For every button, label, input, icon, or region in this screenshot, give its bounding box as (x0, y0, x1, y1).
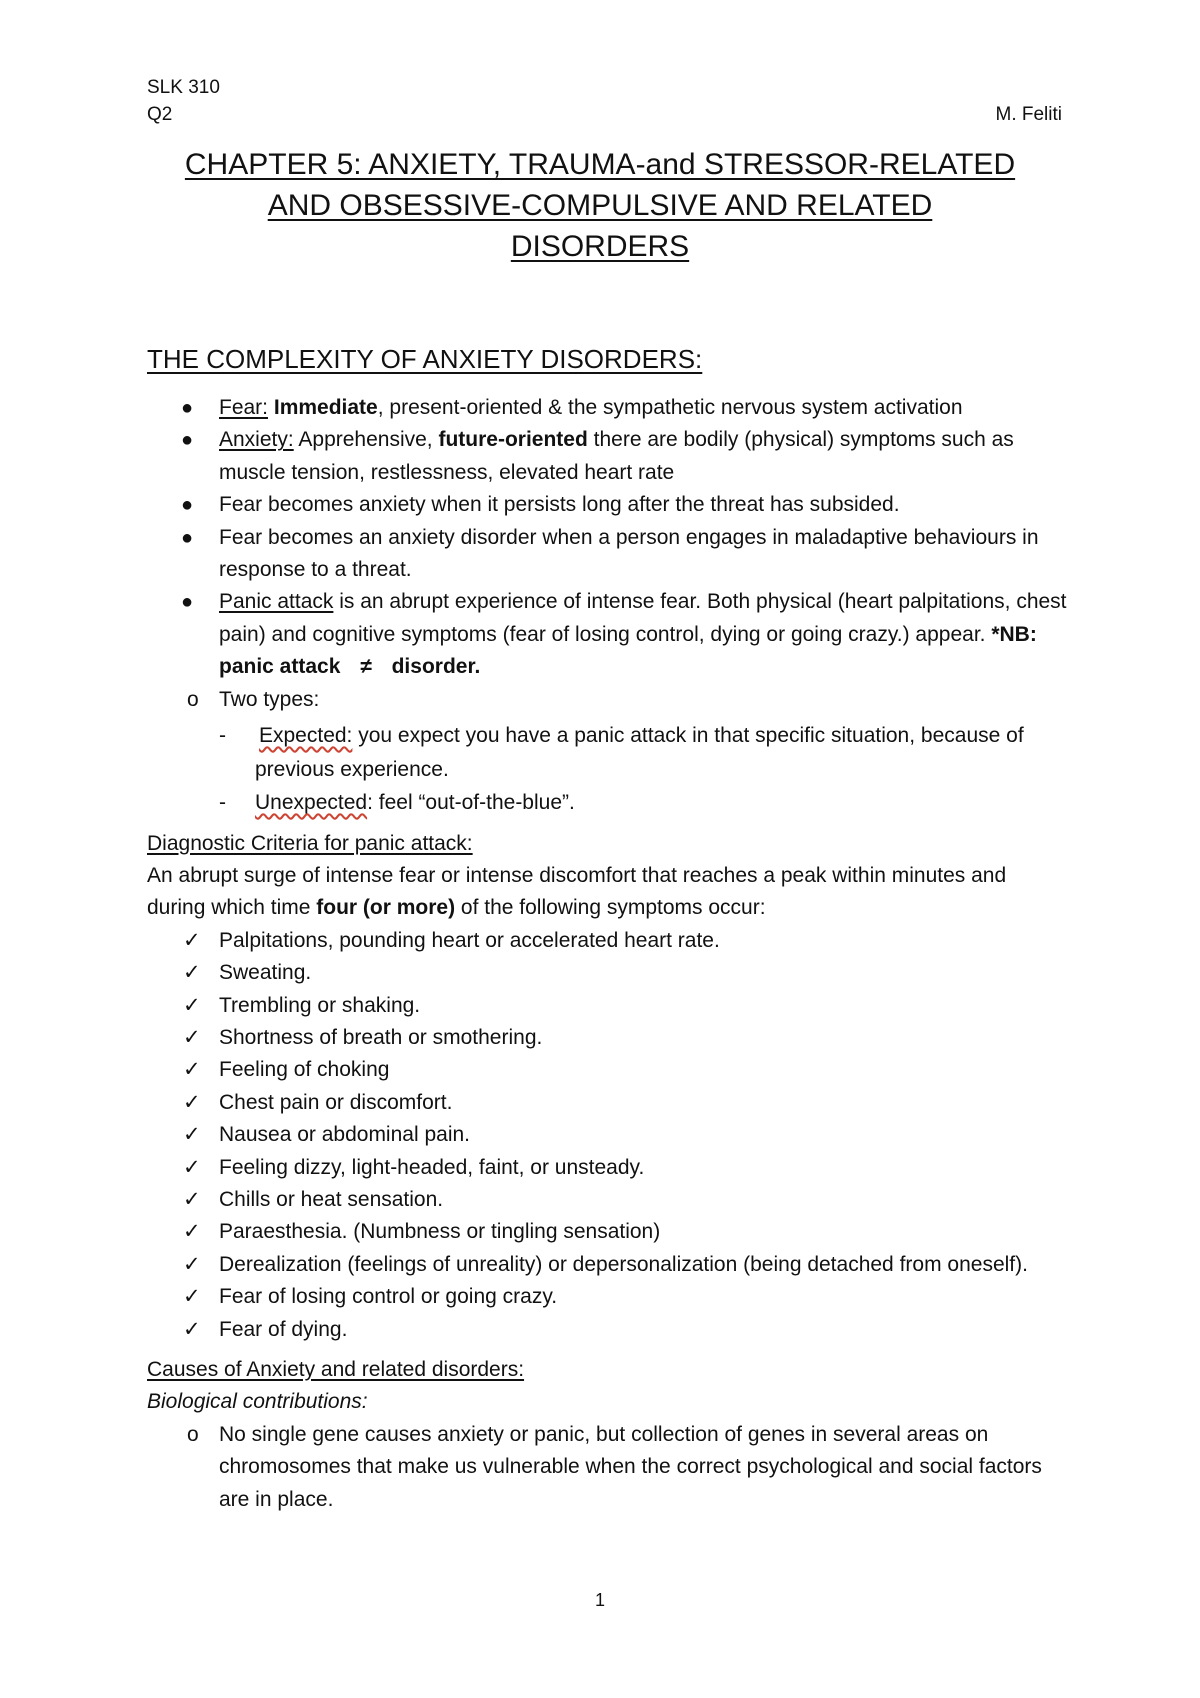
fear-bold: Immediate (273, 396, 378, 419)
author-name: M. Feliti (995, 104, 1062, 125)
chapter-title (140, 144, 1060, 267)
checklist-item-text: Derealization (feelings of unreality) or depersonalization (being detached from oneself). (219, 1252, 1028, 1276)
checklist-item-text: Palpitations, pounding heart or accelerated heart rate. (219, 928, 720, 952)
biological-subheading: Biological contributions: (147, 1390, 368, 1414)
circle-bullet-icon: o (187, 1422, 199, 1446)
title-line-3: DISORDERS (510, 230, 690, 263)
checklist-item (147, 1087, 1067, 1119)
sub-list (147, 684, 1067, 716)
anxiety-bold: future-oriented (438, 428, 588, 452)
checklist-item-text: Chills or heat sensation. (219, 1188, 444, 1212)
checkmark-icon: ✓ (183, 928, 201, 952)
checklist-item-text: Trembling or shaking. (219, 993, 421, 1017)
criteria-intro (147, 860, 1067, 925)
fear-text: , present-oriented & the sympathetic nervous system activation (377, 396, 963, 419)
list-item (147, 586, 1067, 683)
checklist-item (147, 1054, 1067, 1086)
bullet-icon: ● (181, 526, 194, 549)
list-item-text: No single gene causes anxiety or panic, but collection of genes in several areas on chromosomes that make us vulnerable when the correct psychological and social factors are in place. (219, 1422, 1042, 1511)
anxiety-label: Anxiety: (219, 428, 294, 452)
list-item (147, 424, 1067, 489)
list-item (147, 522, 1067, 587)
fear-label: Fear: (219, 396, 269, 419)
bullet-icon: ● (181, 494, 194, 517)
list-item-text: Fear becomes anxiety when it persists long after the threat has subsided. (219, 493, 900, 517)
unexpected-label: Unexpected (255, 791, 368, 815)
bullet-icon: ● (181, 429, 194, 452)
checkmark-icon: ✓ (183, 1317, 201, 1341)
term-label: Q2 (147, 104, 173, 125)
criteria-intro-bold: four (or more) (316, 896, 456, 920)
list-item (147, 786, 1067, 820)
checkmark-icon: ✓ (183, 993, 201, 1017)
checklist-item (147, 1152, 1067, 1184)
criteria-intro-text: An abrupt surge of intense fear or intense discomfort that reaches a peak within minutes and during which time (147, 863, 1007, 920)
checklist-item-text: Chest pain or discomfort. (219, 1090, 453, 1114)
panic-attack-text: is an abrupt experience of intense fear. Both physical (heart palpitations, chest pain) and cognitive symptoms (fear of losing control, dying or going crazy.) appear. (219, 590, 1067, 646)
checklist-item-text: Feeling dizzy, light-headed, faint, or unsteady. (219, 1155, 645, 1179)
checklist-item (147, 1314, 1067, 1346)
page-number: 1 (594, 1590, 605, 1610)
dash-icon: - (219, 724, 226, 748)
criteria-intro-end: of the following symptoms occur: (455, 896, 766, 920)
checkmark-icon: ✓ (183, 1188, 201, 1212)
list-item (147, 1419, 1067, 1516)
checklist-item-text: Fear of losing control or going crazy. (219, 1285, 558, 1309)
checkmark-icon: ✓ (183, 961, 201, 985)
checklist-item (147, 1184, 1067, 1216)
course-code: SLK 310 (147, 77, 220, 98)
checklist-item (147, 990, 1067, 1022)
title-line-2: AND OBSESSIVE-COMPULSIVE AND RELATED (267, 189, 933, 222)
list-item-text: Fear becomes an anxiety disorder when a person engages in maladaptive behaviours in response to a threat. (219, 525, 1039, 582)
bullet-icon: ● (181, 397, 194, 419)
checklist-item (147, 1119, 1067, 1151)
checklist-item (147, 1022, 1067, 1054)
expected-text: you expect you have a panic attack in that specific situation, because of previous experience. (255, 724, 1024, 781)
nb-note: *NB: panic attack (219, 622, 1037, 679)
list-item (147, 392, 1067, 424)
causes-heading: Causes of Anxiety and related disorders: (147, 1358, 525, 1382)
bullet-icon: ● (181, 591, 194, 614)
list-item (147, 684, 1067, 716)
checkmark-icon: ✓ (183, 1155, 201, 1179)
checklist-item-text: Nausea or abdominal pain. (219, 1123, 470, 1147)
checkmark-icon: ✓ (183, 1058, 201, 1082)
checkmark-icon: ✓ (183, 1026, 201, 1049)
dash-list (147, 719, 1067, 820)
checklist-item-text: Sweating. (219, 961, 312, 985)
anxiety-pre: Apprehensive, (293, 428, 439, 452)
panic-attack-label: Panic attack (219, 590, 334, 614)
checklist-item (147, 957, 1067, 989)
criteria-heading: Diagnostic Criteria for panic attack: (147, 831, 473, 855)
list-item (147, 489, 1067, 521)
expected-label: Expected: (259, 724, 353, 748)
two-types-label: Two types: (219, 687, 320, 711)
causes-list (147, 1419, 1067, 1516)
symptom-checklist (147, 925, 1067, 1346)
checkmark-icon: ✓ (183, 1252, 201, 1276)
checkmark-icon: ✓ (183, 1090, 201, 1114)
checkmark-icon: ✓ (183, 1220, 201, 1244)
checkmark-icon: ✓ (183, 1285, 201, 1309)
checklist-item-text: Shortness of breath or smothering. (219, 1026, 543, 1049)
circle-bullet-icon: o (187, 687, 199, 711)
title-line-1: CHAPTER 5: ANXIETY, TRAUMA-and STRESSOR-RELATED (184, 148, 1016, 181)
checklist-item (147, 1281, 1067, 1313)
checkmark-icon: ✓ (183, 1123, 201, 1147)
checklist-item (147, 925, 1067, 957)
checklist-item-text: Paraesthesia. (Numbness or tingling sensation) (219, 1220, 661, 1244)
unexpected-text: : feel “out-of-the-blue”. (367, 791, 575, 815)
not-equal-symbol: ≠ (360, 655, 372, 679)
dash-icon: - (219, 791, 226, 815)
checklist-item-text: Feeling of choking (219, 1058, 390, 1082)
checklist-item (147, 1216, 1067, 1248)
nb-note-end: disorder. (391, 655, 481, 679)
checklist-item-text: Fear of dying. (219, 1317, 348, 1341)
list-item (147, 719, 1067, 786)
checklist-item (147, 1249, 1067, 1281)
document-body (147, 392, 1067, 1516)
section-heading: THE COMPLEXITY OF ANXIETY DISORDERS: (147, 344, 703, 374)
anxiety-text: there are bodily (physical) symptoms such as muscle tension, restlessness, elevated heart rate (219, 428, 1014, 484)
bullet-list (147, 392, 1067, 684)
